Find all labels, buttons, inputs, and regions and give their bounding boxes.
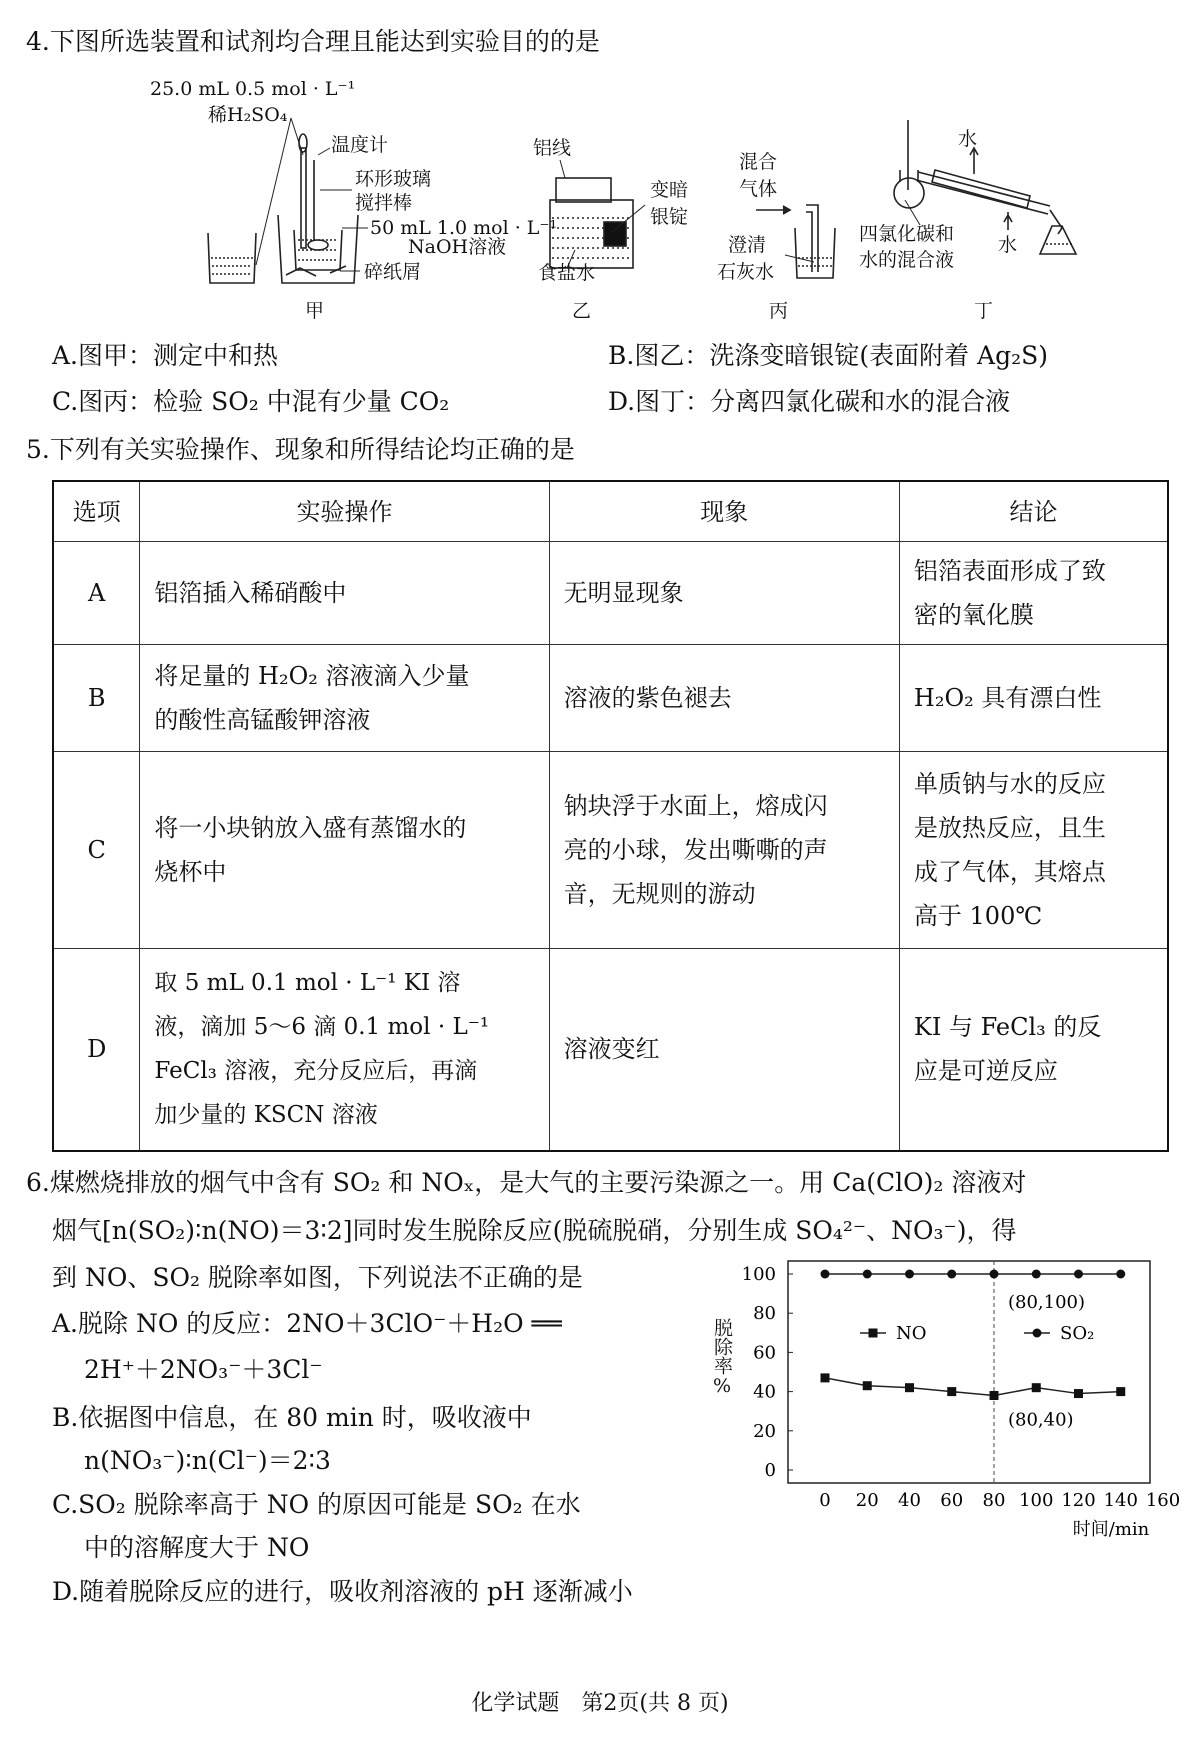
q6-option-d[interactable]: D.随着脱除反应的进行，吸收剂溶液的 pH 逐渐减小 bbox=[52, 1577, 633, 1606]
x-tick-label: 40 bbox=[898, 1490, 921, 1511]
label-stirrer-1: 环形玻璃 bbox=[355, 168, 432, 190]
q4-option-c[interactable]: C.图丙：检验 SO₂ 中混有少量 CO₂ bbox=[52, 387, 450, 416]
label-water-out: 水 bbox=[958, 128, 978, 150]
label-tarnish-1: 变暗 bbox=[650, 179, 689, 201]
so2-point bbox=[990, 1270, 999, 1279]
row-operation bbox=[140, 949, 549, 1151]
row-phenomenon bbox=[549, 542, 899, 645]
q5-stem: 5.下列有关实验操作、现象和所得结论均正确的是 bbox=[26, 435, 575, 464]
x-tick-label: 60 bbox=[940, 1490, 964, 1511]
cell-line: 钠块浮于水面上，熔成闪 bbox=[563, 792, 828, 820]
removal-rate-chart bbox=[640, 1240, 1200, 1560]
table-row bbox=[53, 752, 1168, 949]
no-point bbox=[947, 1387, 956, 1396]
cell-line: 溶液的紫色褪去 bbox=[563, 684, 732, 712]
row-operation bbox=[140, 542, 549, 645]
label-jia: 甲 bbox=[305, 300, 325, 322]
label-gas-1: 混合 bbox=[739, 151, 778, 173]
q6-option-c[interactable]: C.SO₂ 脱除率高于 NO 的原因可能是 SO₂ 在水 bbox=[52, 1490, 581, 1519]
so2-point bbox=[1116, 1270, 1125, 1279]
plot-frame bbox=[788, 1261, 1150, 1483]
x-tick-label: 80 bbox=[982, 1490, 1006, 1511]
cell-line: 的酸性高锰酸钾溶液 bbox=[154, 706, 371, 734]
so2-point bbox=[863, 1270, 872, 1279]
x-tick-label: 140 bbox=[1103, 1490, 1138, 1511]
so2-point bbox=[1074, 1270, 1083, 1279]
label-mix-1: 四氯化碳和 bbox=[859, 223, 955, 245]
row-operation bbox=[140, 752, 549, 949]
q6-option-a[interactable]: A.脱除 NO 的反应：2NO＋3ClO⁻＋H₂O ══ bbox=[52, 1309, 562, 1338]
cell-line: 将足量的 H₂O₂ 溶液滴入少量 bbox=[154, 662, 470, 690]
row-conclusion bbox=[899, 949, 1168, 1151]
annotation-80-40: (80,40) bbox=[1008, 1409, 1074, 1431]
cell-line: 应是可逆反应 bbox=[913, 1057, 1058, 1086]
header-operation: 实验操作 bbox=[140, 481, 549, 542]
label-gas-2: 气体 bbox=[739, 178, 778, 200]
cell-line: H₂O₂ 具有漂白性 bbox=[913, 684, 1102, 712]
label-brine: 食盐水 bbox=[538, 262, 596, 284]
x-tick-label: 120 bbox=[1061, 1490, 1096, 1511]
q6-option-c-cont: 中的溶解度大于 NO bbox=[84, 1533, 310, 1562]
cell-line: 铝箔插入稀硝酸中 bbox=[154, 579, 347, 607]
header-conclusion: 结论 bbox=[899, 481, 1168, 542]
header-phenomenon: 现象 bbox=[549, 481, 899, 542]
x-tick-label: 100 bbox=[1019, 1490, 1054, 1511]
cell-line: 铝箔表面形成了致 bbox=[913, 557, 1106, 585]
q4-option-b[interactable]: B.图乙：洗涤变暗银锭(表面附着 Ag₂S) bbox=[608, 341, 1048, 370]
row-option: B bbox=[53, 645, 140, 752]
label-yi: 乙 bbox=[572, 300, 592, 322]
legend-so2-label: SO₂ bbox=[1060, 1323, 1095, 1344]
cell-line: 将一小块钠放入盛有蒸馏水的 bbox=[154, 814, 467, 842]
q6-stem-line-1: 6.煤燃烧排放的烟气中含有 SO₂ 和 NOₓ，是大气的主要污染源之一。用 Ca(ClO)₂ 溶液对 bbox=[26, 1168, 1027, 1197]
cell-line: 亮的小球，发出嘶嘶的声 bbox=[563, 836, 828, 864]
y-tick-label: 0 bbox=[764, 1460, 776, 1481]
row-phenomenon bbox=[549, 949, 899, 1151]
cell-line: 烧杯中 bbox=[154, 858, 227, 886]
page-footer: 化学试题 第2页(共 8 页) bbox=[471, 1691, 729, 1716]
label-tarnish-2: 银锭 bbox=[650, 206, 689, 228]
q6-stem-line-2: 烟气[n(SO₂)∶n(NO)＝3∶2]同时发生脱除反应(脱硫脱硝，分别生成 SO₄²⁻、NO₃⁻)，得 bbox=[52, 1216, 1017, 1245]
cell-line: 成了气体，其熔点 bbox=[913, 858, 1106, 886]
row-option: D bbox=[53, 949, 140, 1151]
label-naoh-conc: 50 mL 1.0 mol · L⁻¹ bbox=[370, 217, 558, 239]
q4-option-a[interactable]: A.图甲：测定中和热 bbox=[52, 341, 279, 370]
y-tick-label: 40 bbox=[753, 1381, 776, 1403]
x-tick-label: 0 bbox=[819, 1490, 831, 1511]
label-ding: 丁 bbox=[974, 300, 994, 322]
row-option: C bbox=[53, 752, 140, 949]
cell-line: 液，滴加 5～6 滴 0.1 mol · L⁻¹ bbox=[154, 1014, 490, 1041]
row-option: A bbox=[53, 542, 140, 645]
label-paper: 碎纸屑 bbox=[364, 261, 422, 283]
label-water-in: 水 bbox=[998, 234, 1018, 256]
cell-line: FeCl₃ 溶液，充分反应后，再滴 bbox=[154, 1058, 478, 1085]
row-operation bbox=[140, 645, 549, 752]
label-stirrer-2: 搅拌棒 bbox=[355, 192, 413, 214]
label-lime-1: 澄清 bbox=[728, 234, 767, 256]
cell-line: 密的氧化膜 bbox=[913, 601, 1034, 629]
y-tick-label: 80 bbox=[753, 1303, 776, 1325]
row-conclusion bbox=[899, 645, 1168, 752]
legend-no-marker bbox=[869, 1329, 878, 1338]
no-point bbox=[821, 1373, 830, 1382]
row-conclusion bbox=[899, 542, 1168, 645]
y-axis-label: 脱除率% bbox=[711, 1318, 733, 1397]
no-point bbox=[1116, 1387, 1125, 1396]
silver-cleaning-apparatus bbox=[550, 160, 645, 268]
apparatus-drawings bbox=[0, 0, 1200, 330]
no-point bbox=[863, 1381, 872, 1390]
so2-point bbox=[905, 1270, 914, 1279]
cell-line: 是放热反应，且生 bbox=[913, 814, 1106, 842]
header-option: 选项 bbox=[53, 481, 140, 542]
cell-line: 无明显现象 bbox=[563, 579, 684, 607]
table-header-row bbox=[53, 481, 1168, 542]
q6-stem-line-3: 到 NO、SO₂ 脱除率如图，下列说法不正确的是 bbox=[52, 1263, 583, 1292]
row-conclusion bbox=[899, 752, 1168, 949]
label-naoh-name: NaOH溶液 bbox=[408, 236, 507, 258]
label-mix-2: 水的混合液 bbox=[859, 249, 955, 271]
label-thermometer: 温度计 bbox=[331, 134, 389, 156]
q6-option-a-cont: 2H⁺＋2NO₃⁻＋3Cl⁻ bbox=[84, 1355, 323, 1384]
table-row bbox=[53, 542, 1168, 645]
so2-point bbox=[947, 1270, 956, 1279]
table-row bbox=[53, 645, 1168, 752]
y-tick-label: 100 bbox=[741, 1264, 776, 1285]
cell-line: 加少量的 KSCN 溶液 bbox=[154, 1102, 378, 1129]
q4-apparatus-figure bbox=[0, 0, 1200, 330]
cell-line: 溶液变红 bbox=[563, 1035, 660, 1064]
q4-stem: 4.下图所选装置和试剂均合理且能达到实验目的的是 bbox=[26, 27, 600, 56]
label-al-wire: 铝线 bbox=[533, 137, 572, 159]
x-axis-label: 时间/min bbox=[1072, 1519, 1150, 1540]
so2-point bbox=[821, 1270, 830, 1279]
legend-no-label: NO bbox=[896, 1323, 927, 1344]
q6-option-b[interactable]: B.依据图中信息，在 80 min 时，吸收液中 bbox=[52, 1403, 532, 1432]
cell-line: 高于 100℃ bbox=[913, 902, 1043, 930]
cell-line: 单质钠与水的反应 bbox=[913, 770, 1106, 798]
no-point bbox=[990, 1391, 999, 1400]
label-bing: 丙 bbox=[769, 300, 789, 322]
legend-so2-marker bbox=[1033, 1329, 1042, 1338]
cell-line: KI 与 FeCl₃ 的反 bbox=[913, 1013, 1102, 1042]
so2-point bbox=[1032, 1270, 1041, 1279]
x-tick-label: 20 bbox=[855, 1490, 879, 1511]
label-lime-2: 石灰水 bbox=[717, 261, 775, 283]
label-acid-name: 稀H₂SO₄ bbox=[208, 104, 288, 126]
q6-option-b-cont: n(NO₃⁻)∶n(Cl⁻)＝2∶3 bbox=[84, 1446, 331, 1475]
no-point bbox=[905, 1383, 914, 1392]
no-point bbox=[1032, 1383, 1041, 1392]
cell-line: 取 5 mL 0.1 mol · L⁻¹ KI 溶 bbox=[154, 970, 461, 997]
no-point bbox=[1074, 1389, 1083, 1398]
q4-option-d[interactable]: D.图丁：分离四氯化碳和水的混合液 bbox=[608, 387, 1011, 416]
q5-table bbox=[52, 480, 1169, 1152]
y-tick-label: 20 bbox=[753, 1420, 776, 1442]
table-row bbox=[53, 949, 1168, 1151]
x-tick-label: 160 bbox=[1145, 1490, 1181, 1511]
cell-line: 音，无规则的游动 bbox=[563, 880, 756, 908]
annotation-80-100: (80,100) bbox=[1008, 1292, 1086, 1313]
label-acid-conc: 25.0 mL 0.5 mol · L⁻¹ bbox=[150, 78, 356, 100]
y-tick-label: 60 bbox=[753, 1342, 776, 1364]
row-phenomenon bbox=[549, 645, 899, 752]
row-phenomenon bbox=[549, 752, 899, 949]
